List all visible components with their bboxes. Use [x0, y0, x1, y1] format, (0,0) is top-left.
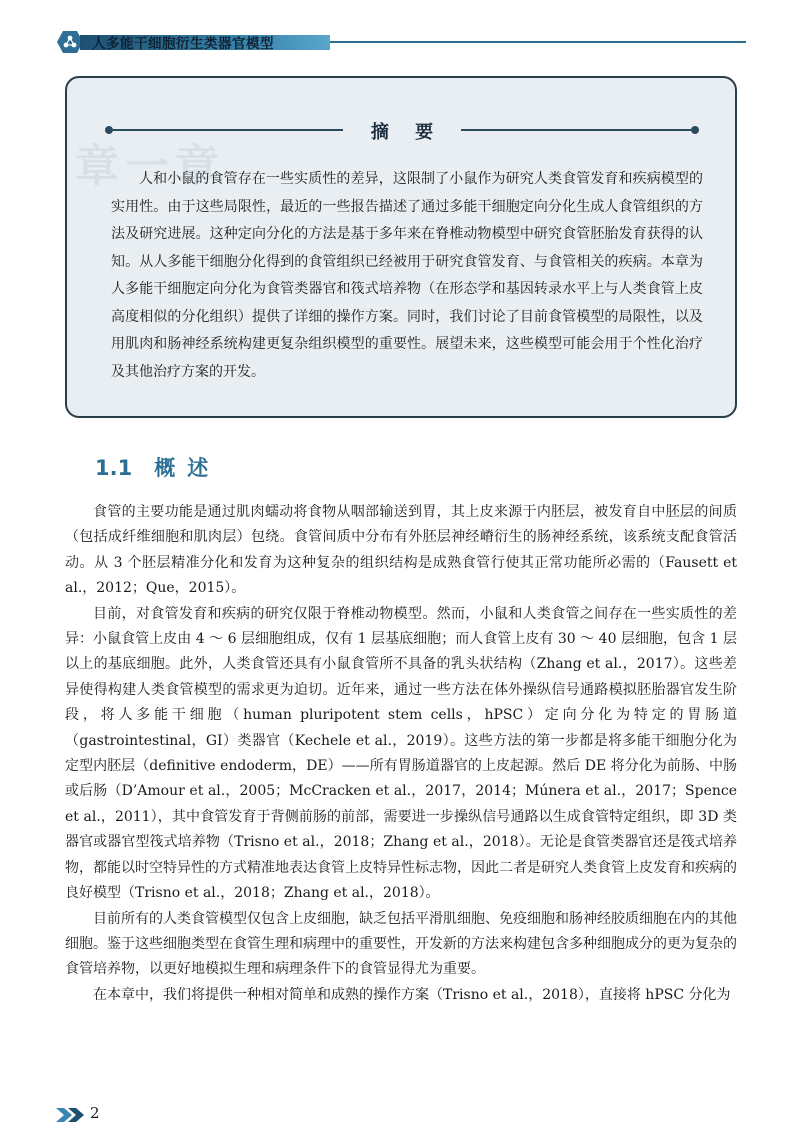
- abstract-watermark: 章一章: [75, 141, 225, 192]
- running-header: [56, 30, 746, 54]
- header-rule: [330, 41, 746, 43]
- abstract-box: [65, 76, 737, 418]
- abstract-title-row: [105, 118, 699, 142]
- section-title: 概述: [154, 456, 221, 480]
- paragraph: 在本章中，我们将提供一种相对简单和成熟的操作方案（Trisno et al.，2018），直接将 hPSC 分化为: [93, 986, 731, 1003]
- abstract-text: 人和小鼠的食管存在一些实质性的差异，这限制了小鼠作为研究人类食管发育和疾病模型的实用性。由于这些局限性，最近的一些报告描述了通过多能干细胞定向分化生成人食管组织的方法及研究进展。这种定向分化的方法是基于多年来在脊椎动物模型中研究食管胚胎发育获得的认知。从人多能干细胞分化得到的食管组织已经被用于研究食管发育、与食管相关的疾病。本章为人多能干细胞定向分化为食管类器官和筏式培养物（在形态学和基因转录水平上与人类食管上皮高度相似的分化组织）提供了详细的操作方案。同时，我们讨论了目前食管模型的局限性，以及用肌肉和肠神经系统构建更复杂组织模型的重要性。展望未来，这些模型可能会用于个性化治疗及其他治疗方案的开发。: [111, 171, 703, 380]
- paragraph: 食管的主要功能是通过肌肉蠕动将食物从咽部输送到胃，其上皮来源于内胚层，被发育自中胚层的间质（包括成纤维细胞和肌肉层）包绕。食管间质中分布有外胚层神经嵴衍生的肠神经系统，该系统支配食管活动。从 3 个胚层精准分化和发育为这种复杂的组织结构是成熟食管行使其正常功能所必需的（Fausett et al.，2012；Que，2015）。: [65, 504, 737, 597]
- title-dot-right: [691, 126, 699, 134]
- page-footer: [56, 1104, 256, 1126]
- abstract-title: 摘 要: [370, 122, 444, 143]
- title-rule-right: [461, 129, 691, 131]
- title-rule-left: [113, 129, 343, 131]
- section-heading: [95, 452, 220, 482]
- paragraph: 目前所有的人类食管模型仅包含上皮细胞，缺乏包括平滑肌细胞、免疫细胞和肠神经胶质细胞在内的其他细胞。鉴于这些细胞类型在食管生理和病理中的重要性，开发新的方法来构建包含多种细胞成分的更为复杂的食管培养物，以更好地模拟生理和病理条件下的食管显得尤为重要。: [65, 910, 737, 978]
- paragraph: 目前，对食管发育和疾病的研究仅限于脊椎动物模型。然而，小鼠和人类食管之间存在一些实质性的差异：小鼠食管上皮由 4 ～ 6 层细胞组成，仅有 1 层基底细胞；而人食管上皮有 30 ～ 40 层细胞，包含 1 层以上的基底细胞。此外，人类食管还具有小鼠食管所不具备的乳头状结构（Zhang et al.，2017）。这些差异使得构建人类食管模型的需求更为迫切。近年来，通过一些方法在体外操纵信号通路模拟胚胎器官发生阶段，将人多能干细胞（human pluripotent stem cells，hPSC）定向分化为特定的胃肠道（gastrointestinal，GI）类器官（Kechele et al.，2019）。这些方法的第一步都是将多能干细胞分化为定型内胚层（definitive endoderm，DE）——所有胃肠道器官的上皮起源。然后 DE 将分化为前肠、中肠或后肠（D’Amour et al.，2005；McCracken et al.，2017，2014；Múnera et al.，2017；Spence et al.，2011），其中食管发育于背侧前肠的前部，需要进一步操纵信号通路以生成食管特定组织，即 3D 类器官或器官型筏式培养物（Trisno et al.，2018；Zhang et al.，2018）。无论是食管类器官还是筏式培养物，都能以时空特异性的方式精准地表达食管上皮特异性标志物，因此二者是研究人类食管上皮发育和疾病的良好模型（Trisno et al.，2018；Zhang et al.，2018）。: [65, 605, 737, 902]
- title-dot-left: [105, 126, 113, 134]
- header-title: 人多能干细胞衍生类器官模型: [92, 36, 274, 52]
- section-number: 1.1: [95, 456, 133, 480]
- double-chevron-icon: [56, 1106, 86, 1124]
- page-number: 2: [90, 1104, 100, 1122]
- body-text: [65, 500, 737, 1008]
